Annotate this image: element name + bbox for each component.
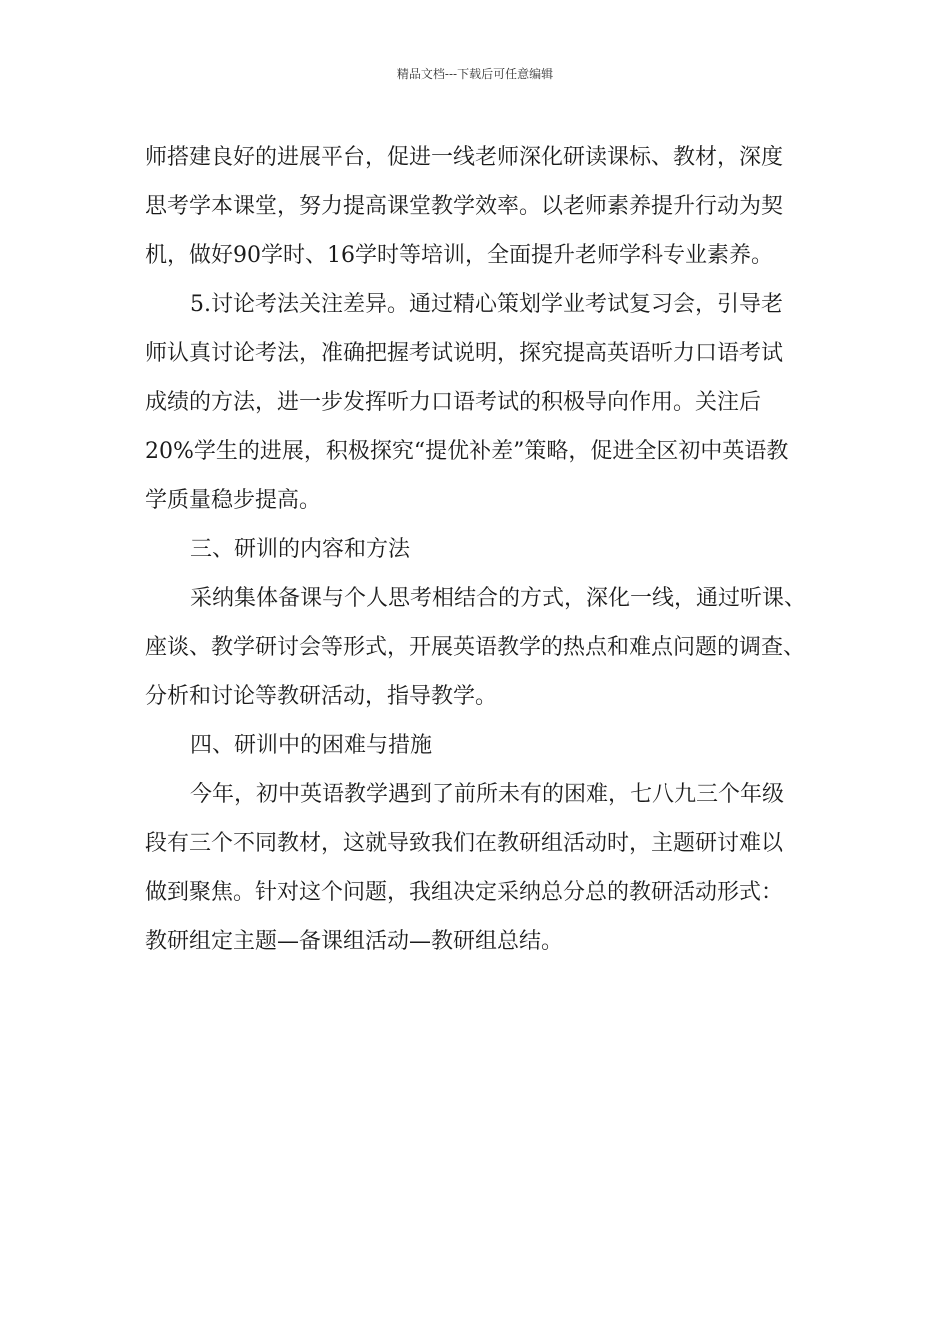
text-line: 学质量稳步提高。 — [145, 488, 322, 513]
text-line: 采纳集体备课与个人思考相结合的方式，深化一线，通过听课、 — [190, 586, 807, 611]
text-line: 四、研训中的困难与措施 — [190, 733, 433, 758]
document-body — [145, 133, 825, 966]
text-line: 成绩的方法，进一步发挥听力口语考试的积极导向作用。关注后 — [145, 390, 762, 415]
text-line: 师搭建良好的进展平台，促进一线老师深化研读课标、教材，深度 — [145, 145, 784, 170]
text-line: 机，做好90学时、16学时等培训，全面提升老师学科专业素养。 — [145, 243, 773, 268]
text-line: 20%学生的进展，积极探究“提优补差”策略，促进全区初中英语教 — [145, 439, 789, 464]
text-line: 做到聚焦。针对这个问题，我组决定采纳总分总的教研活动形式： — [145, 880, 784, 905]
text-line: 思考学本课堂，努力提高课堂教学效率。以老师素养提升行动为契 — [145, 194, 784, 219]
text-line: 师认真讨论考法，准确把握考试说明，探究提高英语听力口语考试 — [145, 341, 784, 366]
text-line: 分析和讨论等教研活动，指导教学。 — [145, 684, 498, 709]
text-line: 三、研训的内容和方法 — [190, 537, 411, 562]
page-header: 精品文档---下载后可任意编辑 — [396, 67, 554, 81]
text-line: 段有三个不同教材，这就导致我们在教研组活动时，主题研讨难以 — [145, 831, 784, 856]
text-line: 5.讨论考法关注差异。通过精心策划学业考试复习会，引导老 — [190, 292, 783, 317]
text-line: 今年，初中英语教学遇到了前所未有的困难，七八九三个年级 — [190, 782, 785, 807]
text-line: 教研组定主题—备课组活动—教研组总结。 — [145, 929, 564, 954]
text-line: 座谈、教学研讨会等形式，开展英语教学的热点和难点问题的调查、 — [145, 635, 806, 660]
